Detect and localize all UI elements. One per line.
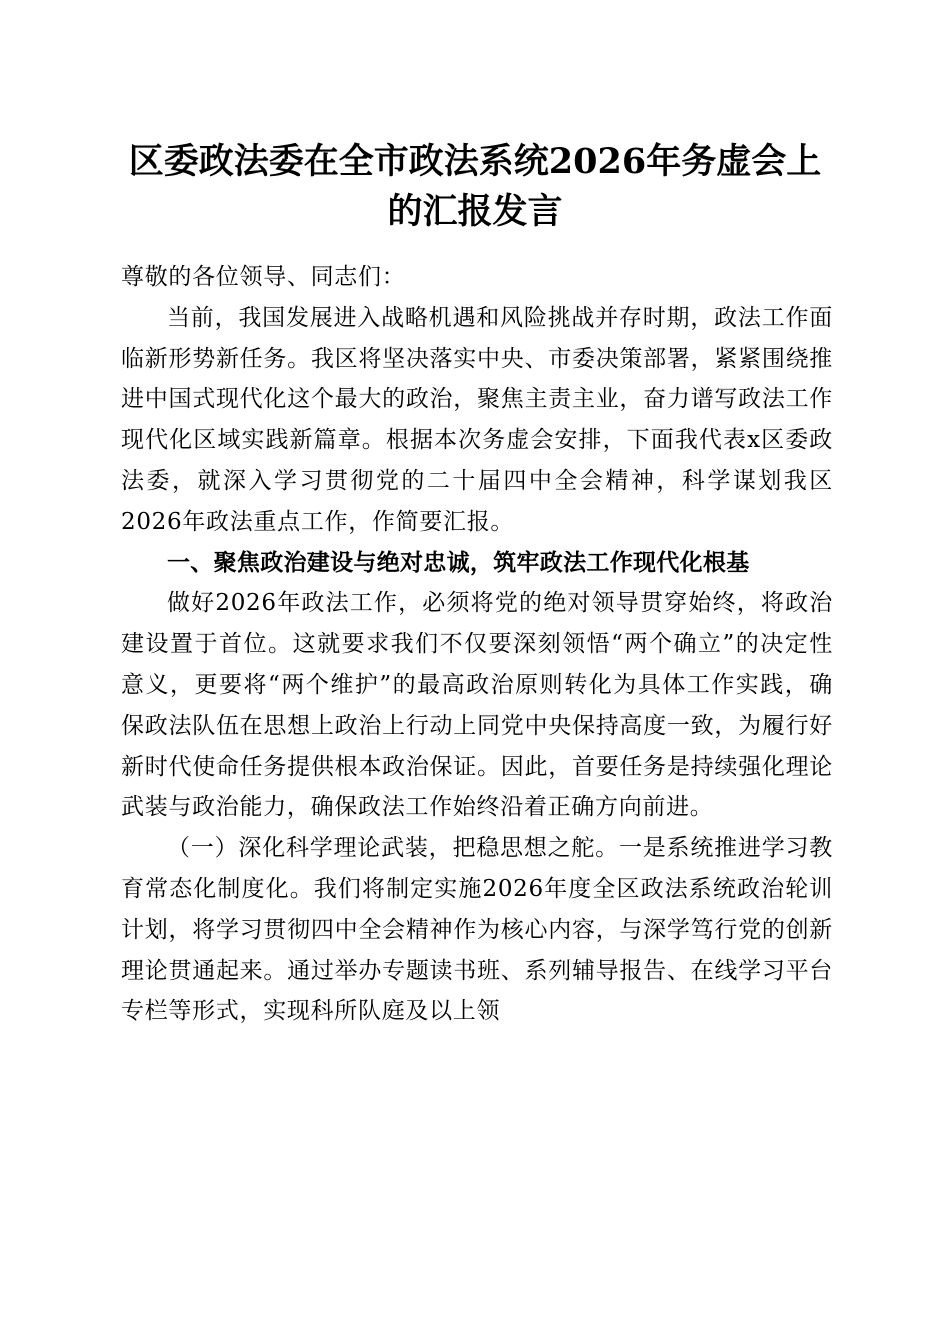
title-line-2: 的汇报发言 <box>387 191 563 232</box>
intro-paragraph: 当前，我国发展进入战略机遇和风险挑战并存时期，政法工作面临新形势新任务。我区将坚决落实中央、市委决策部署，紧紧围绕推进中国式现代化这个最大的政治，聚焦主责主业，奋力谱写政法工作现代化区域实践新篇章。根据本次务虚会安排，下面我代表x区委政法委，就深入学习贯彻党的二十届四中全会精神，科学谋划我区2026年政法重点工作，作简要汇报。 <box>121 304 833 535</box>
title-line-1: 区委政法委在全市政法系统2026年务虚会上 <box>128 141 822 182</box>
document-body <box>121 257 833 1032</box>
salutation: 尊敬的各位领导、同志们： <box>121 264 406 290</box>
subsection-1-paragraph <box>121 828 833 1032</box>
subsection-1-lead: （一）深化科学理论武装，把稳思想之舵。 <box>167 835 619 862</box>
section-1-heading: 一、聚焦政治建设与绝对忠诚，筑牢政法工作现代化根基 <box>167 549 750 576</box>
subsection-1-text: 一是系统推进学习教育常态化制度化。我们将制定实施2026年度全区政法系统政治轮训计划，将学习贯彻四中全会精神作为核心内容，与深学笃行党的创新理论贯通起来。通过举办专题读书班、系列辅导报告、在线学习平台专栏等形式，实现科所队庭及以上领 <box>121 835 833 1025</box>
document-title <box>100 137 850 237</box>
section-1-paragraph: 做好2026年政法工作，必须将党的绝对领导贯穿始终，将政治建设置于首位。这就要求我们不仅要深刻领悟“两个确立”的决定性意义，更要将“两个维护”的最高政治原则转化为具体工作实践，确保政法队伍在思想上政治上行动上同党中央保持高度一致，为履行好新时代使命任务提供根本政治保证。因此，首要任务是持续强化理论武装与政治能力，确保政法工作始终沿着正确方向前进。 <box>121 590 833 821</box>
